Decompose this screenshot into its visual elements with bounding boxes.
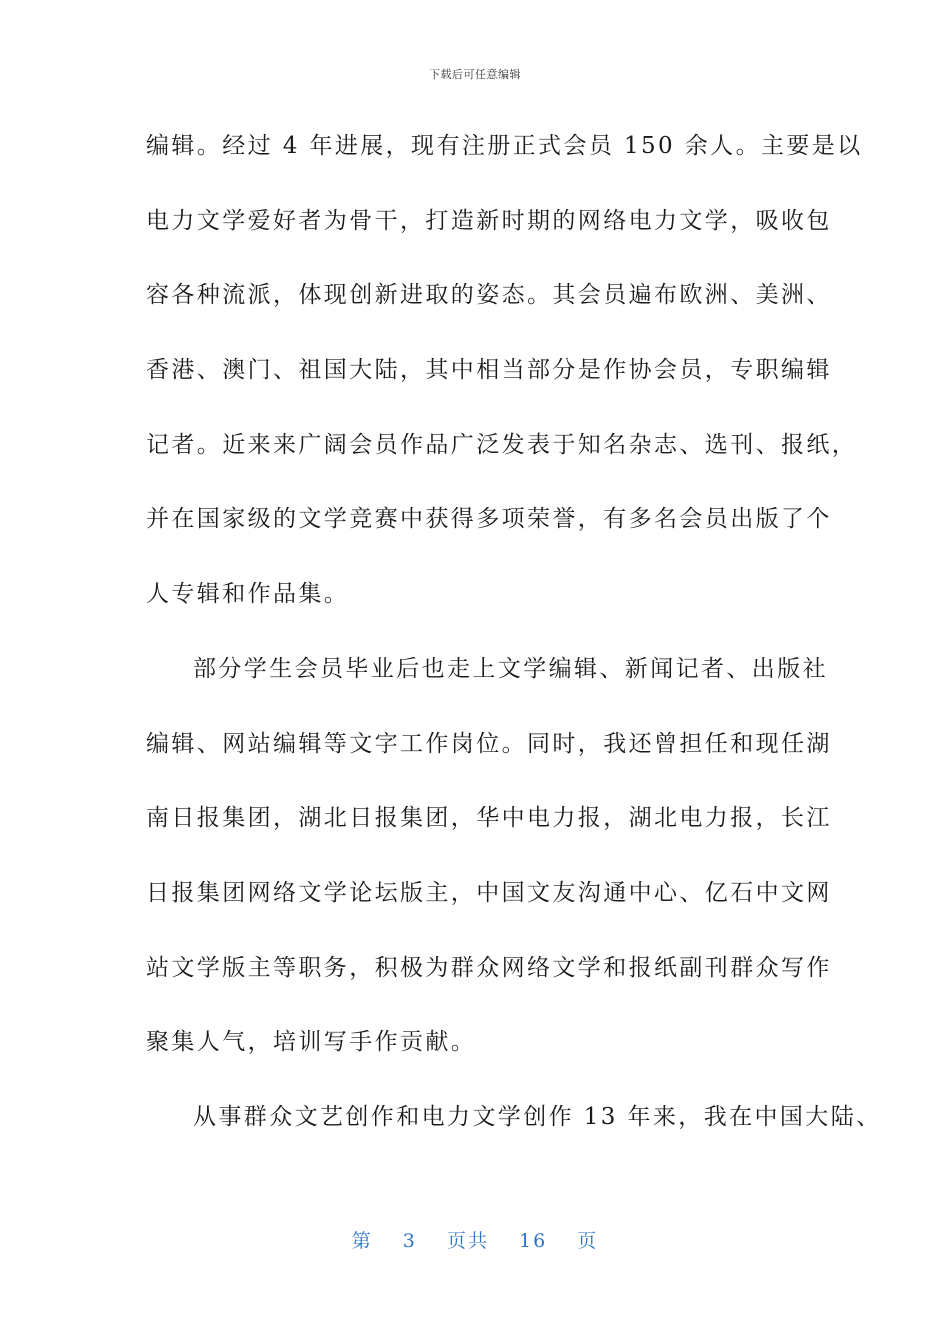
footer-page-number: 3 <box>402 1230 417 1252</box>
footer-suffix: 页 <box>577 1230 599 1252</box>
body-line-8: 部分学生会员毕业后也走上文学编辑、新闻记者、出版社 <box>193 655 828 682</box>
body-line-7: 人专辑和作品集。 <box>146 581 350 608</box>
body-line-6: 并在国家级的文学竞赛中获得多项荣誉，有多名会员出版了个 <box>146 506 832 533</box>
body-line-3: 容各种流派，体现创新进取的姿态。其会员遍布欧洲、美洲、 <box>146 282 832 309</box>
footer-prefix: 第 <box>351 1230 373 1252</box>
body-line-11: 日报集团网络文学论坛版主，中国文友沟通中心、亿石中文网 <box>146 879 832 906</box>
body-line-14: 从事群众文艺创作和电力文学创作 13 年来，我在中国大陆、 <box>193 1103 882 1130</box>
footer-total-pages: 16 <box>519 1230 548 1252</box>
body-line-9: 编辑、网站编辑等文字工作岗位。同时，我还曾担任和现任湖 <box>146 730 832 757</box>
body-line-12: 站文学版主等职务，积极为群众网络文学和报纸副刊群众写作 <box>146 954 832 981</box>
body-line-1: 编辑。经过 4 年进展，现有注册正式会员 150 余人。主要是以 <box>146 133 863 159</box>
page-header: 下载后可任意编辑 <box>429 68 521 81</box>
body-line-4: 香港、澳门、祖国大陆，其中相当部分是作协会员，专职编辑 <box>146 357 832 384</box>
body-line-10: 南日报集团，湖北日报集团，华中电力报，湖北电力报，长江 <box>146 805 832 832</box>
footer-middle: 页共 <box>446 1230 489 1252</box>
body-line-2: 电力文学爱好者为骨干，打造新时期的网络电力文学，吸收包 <box>146 207 832 234</box>
document-body <box>146 124 882 1170</box>
body-line-5: 记者。近来来广阔会员作品广泛发表于知名杂志、选刊、报纸， <box>146 431 858 458</box>
page-footer <box>0 1226 950 1253</box>
body-line-13: 聚集人气，培训写手作贡献。 <box>146 1029 477 1056</box>
